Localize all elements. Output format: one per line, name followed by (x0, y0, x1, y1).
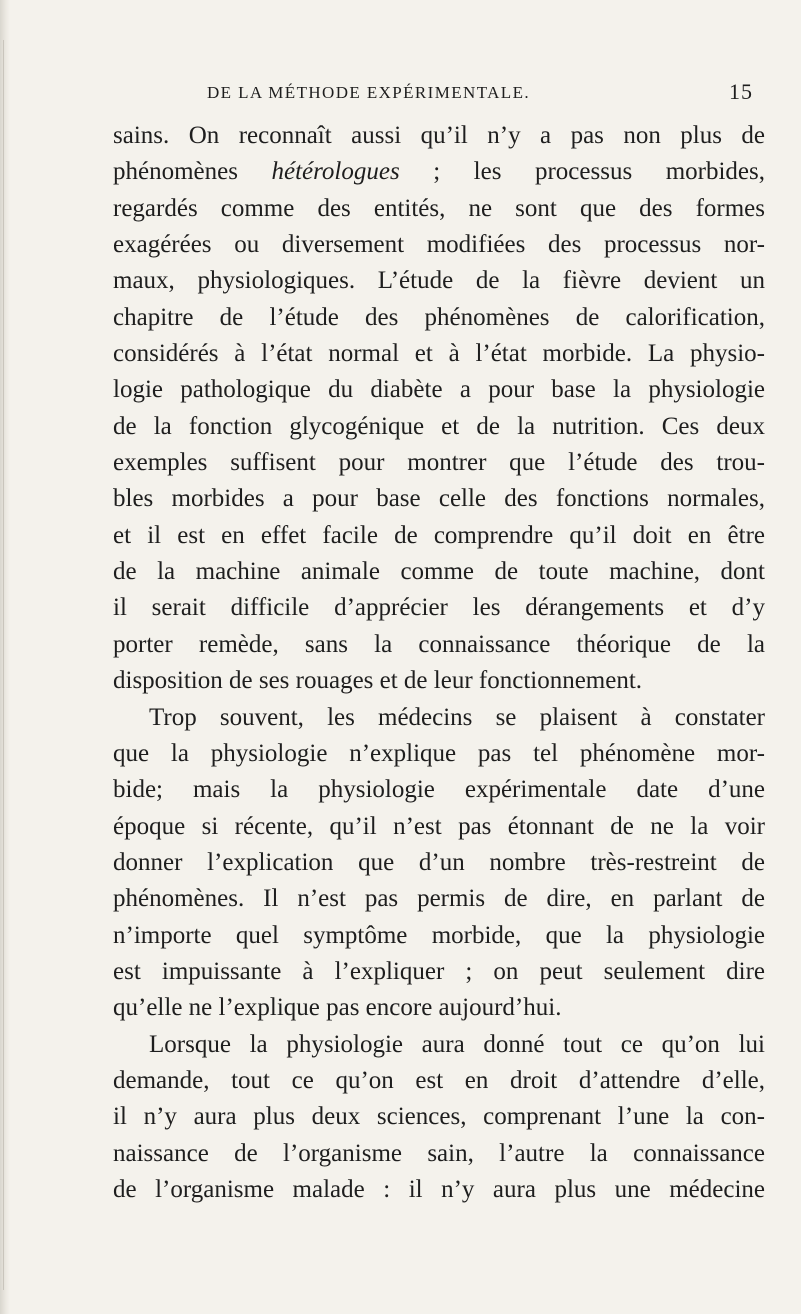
text-line: donner l’explication que d’un nombre très-restreint de (113, 848, 765, 876)
text-line: n’importe quel symptôme morbide, que la physiologie (113, 921, 765, 949)
text-line: exagérées ou diversement modifiées des processus nor- (113, 231, 765, 259)
text-line-with-italic: phénomènes hétérologues ; les processus morbides, (113, 158, 765, 186)
text-line: que la physiologie n’explique pas tel phénomène mor- (113, 739, 765, 767)
italic-term: hétérologues (271, 158, 400, 186)
text-line: sains. On reconnaît aussi qu’il n’y a pas non plus de (113, 122, 765, 149)
paragraph-end-line: qu’elle ne l’explique pas encore aujourd’hui. (113, 994, 562, 1022)
text-line: bide; mais la physiologie expérimentale date d’une (113, 776, 765, 804)
text-line: considérés à l’état normal et à l’état morbide. La physio- (113, 340, 765, 368)
text-line: de l’organisme malade : il n’y aura plus une médecine (113, 1175, 765, 1203)
text-line: regardés comme des entités, ne sont que des formes (113, 194, 765, 222)
text-line: demande, tout ce qu’on est en droit d’attendre d’elle, (113, 1066, 765, 1094)
page-binding-edge (0, 0, 10, 1314)
text-line: et il est en effet facile de comprendre qu’il doit en être (113, 521, 765, 549)
binding-crease (3, 40, 4, 1290)
running-title: DE LA MÉTHODE EXPÉRIMENTALE. (207, 83, 531, 102)
text-line: époque si récente, qu’il n’est pas étonnant de ne la voir (113, 812, 765, 840)
text-line: il n’y aura plus deux sciences, comprenant l’une la con- (113, 1103, 765, 1131)
running-head (207, 79, 767, 107)
text-line: de la machine animale comme de toute machine, dont (113, 558, 765, 586)
text-line: exemples suffisent pour montrer que l’étude des trou- (113, 449, 765, 477)
text-line: logie pathologique du diabète a pour base la physiologie (113, 376, 765, 404)
body-text (113, 118, 765, 1208)
text-line: porter remède, sans la connaissance théorique de la (113, 630, 765, 658)
text-line: maux, physiologiques. L’étude de la fièvre devient un (113, 267, 765, 295)
page-number: 15 (729, 79, 753, 104)
paragraph-end-line: disposition de ses rouages et de leur fonctionnement. (113, 667, 643, 695)
text-line: chapitre de l’étude des phénomènes de calorification, (113, 303, 765, 331)
paragraph-start-line: Trop souvent, les médecins se plaisent à constater (149, 703, 765, 731)
text-line: naissance de l’organisme sain, l’autre la connaissance (113, 1139, 765, 1167)
text-line: est impuissante à l’expliquer ; on peut seulement dire (113, 957, 765, 985)
text-line: bles morbides a pour base celle des fonctions normales, (113, 485, 765, 513)
paragraph-start-line: Lorsque la physiologie aura donné tout ce qu’on lui (149, 1030, 765, 1058)
text-line: il serait difficile d’apprécier les dérangements et d’y (113, 594, 765, 622)
text-line: phénomènes. Il n’est pas permis de dire, en parlant de (113, 885, 765, 913)
text-line: de la fonction glycogénique et de la nutrition. Ces deux (113, 412, 765, 440)
